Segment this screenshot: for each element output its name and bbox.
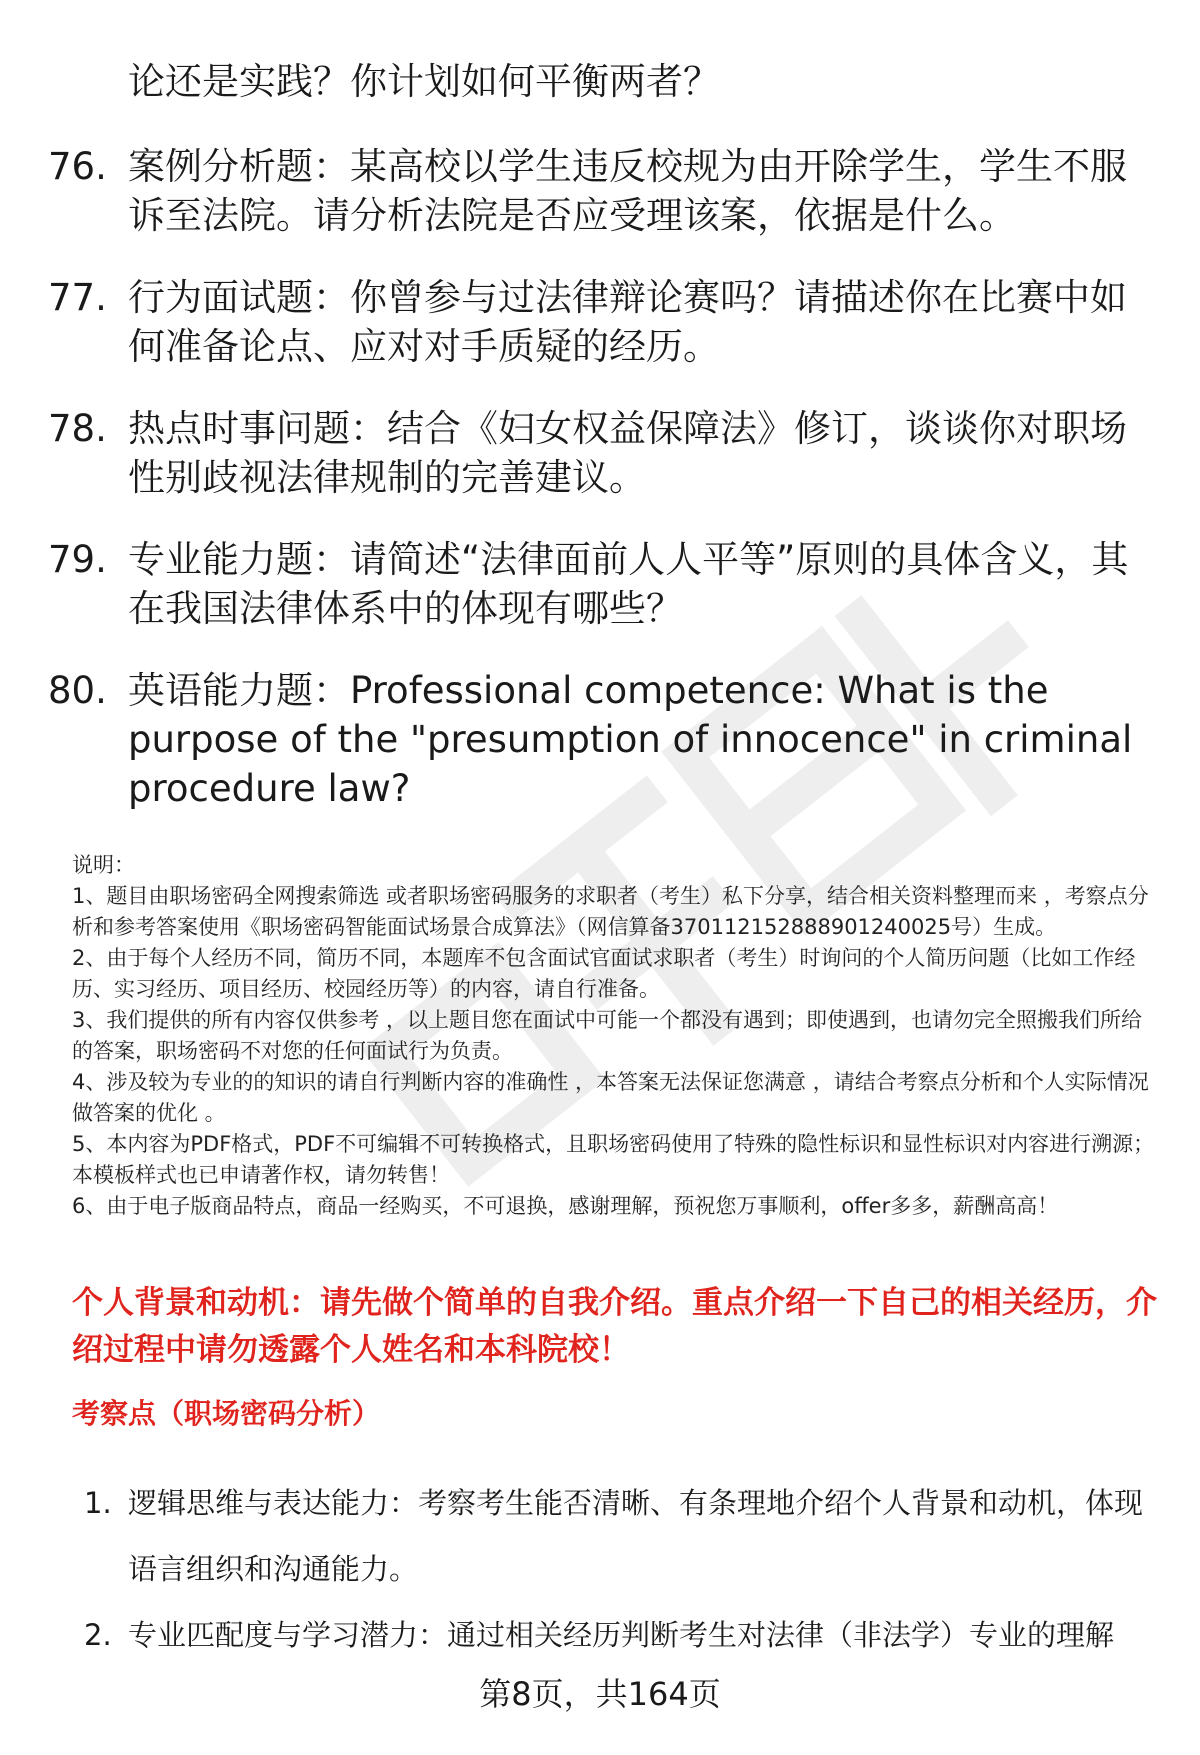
point-text: 专业匹配度与学习潜力：通过相关经历判断考生对法律（非法学）专业的理解 bbox=[128, 1618, 1115, 1652]
note-item: 4、涉及较为专业的的知识的请自行判断内容的准确性 ，本答案无法保证您满意 ，请结合考察点分析和个人实际情况做答案的优化 。 bbox=[72, 1070, 1149, 1125]
question-number: 77. bbox=[48, 276, 107, 319]
note-item: 2、由于每个人经历不同，简历不同，本题库不包含面试官面试求职者（考生）时询问的个人简历问题（比如工作经历、实习经历、项目经历、校园经历等）的内容，请自行准备。 bbox=[72, 946, 1136, 1001]
question-item bbox=[48, 273, 1158, 371]
point-number: 1. bbox=[84, 1486, 112, 1520]
analysis-point bbox=[84, 1602, 1160, 1668]
note-item: 1、题目由职场密码全网搜索筛选 或者职场密码服务的求职者（考生）私下分享，结合相关资料整理而来 ，考察点分析和参考答案使用《职场密码智能面试场景合成算法》（网信算备370112152888901240025号）生成。 bbox=[72, 884, 1149, 939]
analysis-points bbox=[84, 1470, 1160, 1668]
question-number: 80. bbox=[48, 669, 107, 712]
note-item: 3、我们提供的所有内容仅供参考 ，以上题目您在面试中可能一个都没有遇到；即使遇到，也请勿完全照搬我们所给的答案，职场密码不对您的任何面试行为负责。 bbox=[72, 1008, 1143, 1063]
notes-block bbox=[72, 850, 1158, 1222]
question-text: 案例分析题：某高校以学生违反校规为由开除学生，学生不服诉至法院。请分析法院是否应受理该案，依据是什么。 bbox=[128, 145, 1127, 237]
point-number: 2. bbox=[84, 1618, 112, 1652]
section-subtitle: 考察点（职场密码分析） bbox=[72, 1397, 381, 1430]
notes-heading: 说明： bbox=[72, 853, 135, 877]
note-item: 6、由于电子版商品特点，商品一经购买，不可退换，感谢理解，预祝您万事顺利，offer多多，薪酬高高！ bbox=[72, 1194, 1059, 1218]
question-number: 79. bbox=[48, 538, 107, 581]
question-text: 专业能力题：请简述“法律面前人人平等”原则的具体含义，其在我国法律体系中的体现有哪些？ bbox=[128, 538, 1129, 630]
question-text: 行为面试题：你曾参与过法律辩论赛吗？请描述你在比赛中如何准备论点、应对对手质疑的经历。 bbox=[128, 276, 1127, 368]
question-text: 热点时事问题：结合《妇女权益保障法》修订，谈谈你对职场性别歧视法律规制的完善建议。 bbox=[128, 407, 1127, 499]
question-number: 76. bbox=[48, 145, 107, 188]
question-item bbox=[48, 535, 1158, 633]
question-text: 英语能力题：Professional competence: What is the purpose of the "presumption of innocence" in criminal procedure law? bbox=[128, 669, 1133, 810]
analysis-point bbox=[84, 1470, 1160, 1602]
note-item: 5、本内容为PDF格式，PDF不可编辑不可转换格式，且职场密码使用了特殊的隐性标识和显性标识对内容进行溯源；本模板样式也已申请著作权，请勿转售！ bbox=[72, 1132, 1155, 1187]
page-footer: 第8页，共164页 bbox=[479, 1675, 721, 1713]
question-list bbox=[48, 58, 1158, 846]
question-item bbox=[48, 404, 1158, 502]
section-title: 个人背景和动机：请先做个简单的自我介绍。重点介绍一下自己的相关经历，介绍过程中请勿透露个人姓名和本科院校！ bbox=[72, 1285, 1157, 1368]
question-item bbox=[48, 666, 1158, 813]
question-item bbox=[48, 142, 1158, 240]
question-continuation: 论还是实践？你计划如何平衡两者？ bbox=[128, 60, 720, 103]
point-text: 逻辑思维与表达能力：考察考生能否清晰、有条理地介绍个人背景和动机，体现语言组织和沟通能力。 bbox=[128, 1486, 1144, 1586]
question-number: 78. bbox=[48, 407, 107, 450]
